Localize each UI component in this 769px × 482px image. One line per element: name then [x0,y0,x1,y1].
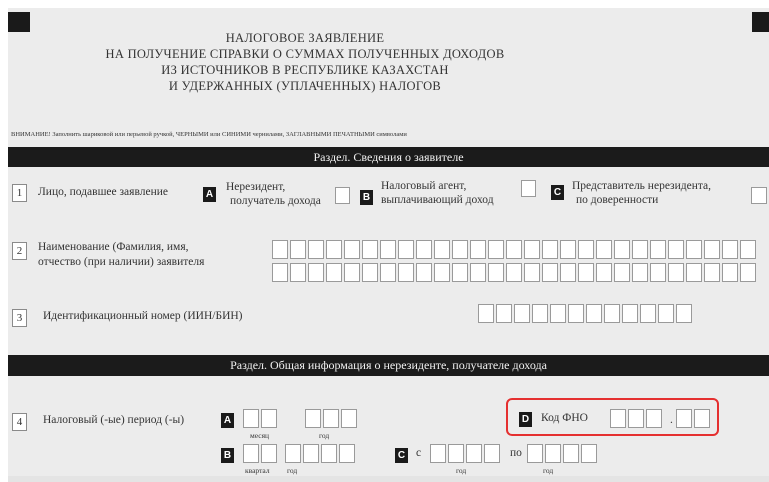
input-cell[interactable] [524,263,540,282]
input-cell[interactable] [545,444,561,463]
input-cell[interactable] [303,444,319,463]
input-cell[interactable] [722,263,738,282]
input-cell[interactable] [596,263,612,282]
period-c-year-to-caption: год [543,466,554,475]
input-cell[interactable] [650,263,666,282]
input-cell[interactable] [542,263,558,282]
input-cell[interactable] [323,409,339,428]
input-cell[interactable] [632,240,648,259]
period-b-year-caption: год [287,466,298,475]
input-cell[interactable] [380,263,396,282]
input-cell[interactable] [344,263,360,282]
period-b-year-input[interactable] [285,444,355,463]
input-cell[interactable] [628,409,644,428]
input-cell[interactable] [398,240,414,259]
input-cell[interactable] [676,409,692,428]
input-cell[interactable] [416,240,432,259]
input-cell[interactable] [290,240,306,259]
input-cell[interactable] [448,444,464,463]
option-a-line-2: получатель дохода [230,195,321,207]
input-cell[interactable] [339,444,355,463]
input-cell[interactable] [478,304,494,323]
option-a-line-1: Нерезидент, [226,181,286,193]
option-b-line-2: выплачивающий доход [381,194,494,206]
input-cell[interactable] [326,263,342,282]
section-nonresident-header: Раздел. Общая информация о нерезиденте, получателе дохода [8,355,769,376]
input-cell[interactable] [470,240,486,259]
input-cell[interactable] [496,304,512,323]
input-cell[interactable] [434,263,450,282]
input-cell[interactable] [650,240,666,259]
name-input-row-2[interactable] [272,263,756,282]
input-cell[interactable] [532,304,548,323]
period-c-year-from-caption: год [456,466,467,475]
input-cell[interactable] [261,409,277,428]
fno-code-label: Код ФНО [541,412,588,424]
option-c-line-2: по доверенности [576,194,659,206]
input-cell[interactable] [610,409,626,428]
option-b-line-1: Налоговый агент, [381,180,467,192]
option-b-marker: B [360,190,373,205]
fno-code-dot: . [670,414,673,426]
input-cell[interactable] [676,304,692,323]
input-cell[interactable] [243,409,259,428]
input-cell[interactable] [362,240,378,259]
input-cell[interactable] [646,409,662,428]
input-cell[interactable] [563,444,579,463]
input-cell[interactable] [686,263,702,282]
input-cell[interactable] [285,444,301,463]
input-cell[interactable] [542,240,558,259]
input-cell[interactable] [308,263,324,282]
input-cell[interactable] [581,444,597,463]
period-c-from-label: с [416,447,422,459]
period-b-quarter-input[interactable] [243,444,277,463]
input-cell[interactable] [416,263,432,282]
input-cell[interactable] [272,240,288,259]
option-c-marker: C [551,185,564,200]
input-cell[interactable] [740,240,756,259]
option-b-checkbox[interactable] [521,180,536,197]
fno-code-input[interactable] [610,409,662,428]
input-cell[interactable] [506,240,522,259]
input-cell[interactable] [632,263,648,282]
field-2-label-line-1: Наименование (Фамилия, имя, [38,241,189,253]
bottom-edge-fade [8,476,769,482]
field-3-number: 3 [12,309,27,327]
input-cell[interactable] [560,240,576,259]
field-3-label: Идентификационный номер (ИИН/БИН) [43,310,243,322]
title-line-2: НА ПОЛУЧЕНИЕ СПРАВКИ О СУММАХ ПОЛУЧЕННЫХ ДОХОДОВ [105,47,505,61]
input-cell[interactable] [604,304,620,323]
input-cell[interactable] [614,263,630,282]
option-a-checkbox[interactable] [335,187,350,204]
input-cell[interactable] [506,263,522,282]
input-cell[interactable] [466,444,482,463]
input-cell[interactable] [362,263,378,282]
input-cell[interactable] [488,240,504,259]
input-cell[interactable] [243,444,259,463]
field-1-label: Лицо, подавшее заявление [38,186,168,198]
field-2-label-line-2: отчество (при наличии) заявителя [38,256,205,268]
input-cell[interactable] [578,240,594,259]
period-c-to-input[interactable] [527,444,597,463]
input-cell[interactable] [514,304,530,323]
input-cell[interactable] [272,263,288,282]
input-cell[interactable] [596,240,612,259]
period-c-marker: C [395,448,408,463]
input-cell[interactable] [341,409,357,428]
period-a-year-caption: год [319,431,330,440]
input-cell[interactable] [452,263,468,282]
field-4-number: 4 [12,413,27,431]
attention-note: ВНИМАНИЕ! Заполнить шариковой или перьевой ручкой, ЧЕРНЫМИ или СИНИМИ чернилами, ЗАГЛАВНЫМИ ПЕЧАТНЫМИ символами [11,131,407,138]
input-cell[interactable] [658,304,674,323]
input-cell[interactable] [704,263,720,282]
period-a-month-input[interactable] [243,409,277,428]
period-c-to-label: по [510,447,522,459]
input-cell[interactable] [470,263,486,282]
input-cell[interactable] [430,444,446,463]
input-cell[interactable] [740,263,756,282]
option-c-checkbox[interactable] [751,187,767,204]
field-4-label: Налоговый (-ые) период (-ы) [43,414,185,426]
option-c-line-1: Представитель нерезидента, [572,180,712,192]
input-cell[interactable] [380,240,396,259]
period-c-from-input[interactable] [430,444,500,463]
period-a-month-caption: месяц [250,431,270,440]
input-cell[interactable] [321,444,337,463]
form-title [0,30,610,94]
input-cell[interactable] [398,263,414,282]
input-cell[interactable] [488,263,504,282]
field-1-number: 1 [12,184,27,202]
input-cell[interactable] [261,444,277,463]
input-cell[interactable] [452,240,468,259]
period-b-marker: B [221,448,234,463]
input-cell[interactable] [305,409,321,428]
input-cell[interactable] [722,240,738,259]
name-input-row-1[interactable] [272,240,756,259]
title-line-1: НАЛОГОВОЕ ЗАЯВЛЕНИЕ [225,31,385,45]
input-cell[interactable] [586,304,602,323]
input-cell[interactable] [524,240,540,259]
input-cell[interactable] [668,240,684,259]
iin-bin-input[interactable] [478,304,692,323]
field-2-number: 2 [12,242,27,260]
title-line-3: ИЗ ИСТОЧНИКОВ В РЕСПУБЛИКЕ КАЗАХСТАН [161,63,449,77]
section-applicant-header: Раздел. Сведения о заявителе [8,147,769,167]
input-cell[interactable] [568,304,584,323]
input-cell[interactable] [308,240,324,259]
corner-marker-left [8,12,30,32]
input-cell[interactable] [704,240,720,259]
input-cell[interactable] [484,444,500,463]
corner-marker-right [752,12,769,32]
input-cell[interactable] [622,304,638,323]
input-cell[interactable] [344,240,360,259]
input-cell[interactable] [550,304,566,323]
fno-code-version-input[interactable] [676,409,710,428]
option-a-marker: A [203,187,216,202]
input-cell[interactable] [668,263,684,282]
period-a-year-input[interactable] [305,409,357,428]
title-line-4: И УДЕРЖАННЫХ (УПЛАЧЕННЫХ) НАЛОГОВ [168,79,442,93]
input-cell[interactable] [614,240,630,259]
input-cell[interactable] [578,263,594,282]
input-cell[interactable] [640,304,656,323]
input-cell[interactable] [434,240,450,259]
input-cell[interactable] [527,444,543,463]
input-cell[interactable] [290,263,306,282]
input-cell[interactable] [326,240,342,259]
fno-code-marker: D [519,412,532,427]
input-cell[interactable] [560,263,576,282]
period-a-marker: A [221,413,234,428]
input-cell[interactable] [686,240,702,259]
input-cell[interactable] [694,409,710,428]
period-b-quarter-caption: квартал [245,466,270,475]
